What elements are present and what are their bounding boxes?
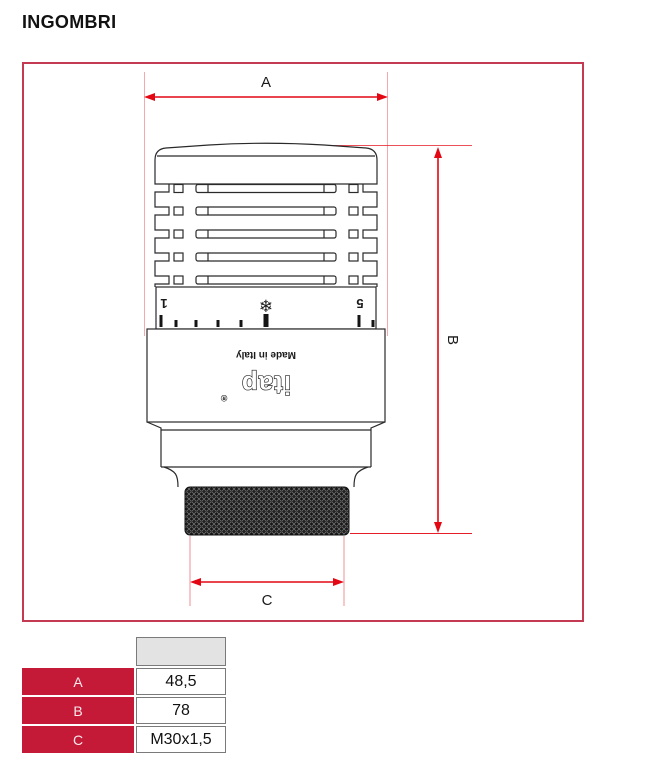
snowflake-icon: ❄ (258, 297, 274, 317)
registered-mark: ® (220, 393, 228, 403)
dimension-c (190, 536, 344, 609)
scale-number-low: 1 (160, 296, 168, 311)
technical-drawing (24, 64, 582, 620)
arrowhead-down-icon (434, 522, 442, 533)
table-label-a: A (22, 668, 134, 695)
arrowhead-left-icon (190, 578, 201, 586)
arrowhead-right-icon (333, 578, 344, 586)
dimensions-table (22, 637, 226, 753)
head-cap (155, 143, 377, 184)
arrowhead-up-icon (434, 147, 442, 158)
lower-steps (147, 422, 385, 487)
table-corner-spacer (22, 637, 134, 666)
dimension-b-label: B (444, 334, 461, 346)
table-value-a: 48,5 (136, 668, 226, 695)
fin-slots (174, 185, 358, 285)
thermostatic-head (147, 143, 385, 535)
scale-number-high: 5 (356, 296, 364, 311)
table-label-b: B (22, 697, 134, 724)
drawing-frame (22, 62, 584, 622)
arrowhead-left-icon (144, 93, 155, 101)
dimension-a-label: A (260, 74, 272, 91)
arrowhead-right-icon (377, 93, 388, 101)
made-in-italy-text: Made in Italy (235, 349, 297, 360)
table-value-header (136, 637, 226, 666)
fins-left-edge (155, 184, 169, 287)
table-label-c: C (22, 726, 134, 753)
table-value-c: M30x1,5 (136, 726, 226, 753)
table-value-b: 78 (136, 697, 226, 724)
brand-logo: itap (240, 370, 292, 400)
knurled-nut (185, 487, 349, 535)
page-title: INGOMBRI (22, 12, 117, 32)
fins-right-edge (363, 184, 377, 287)
dimension-c-label: C (261, 592, 273, 609)
